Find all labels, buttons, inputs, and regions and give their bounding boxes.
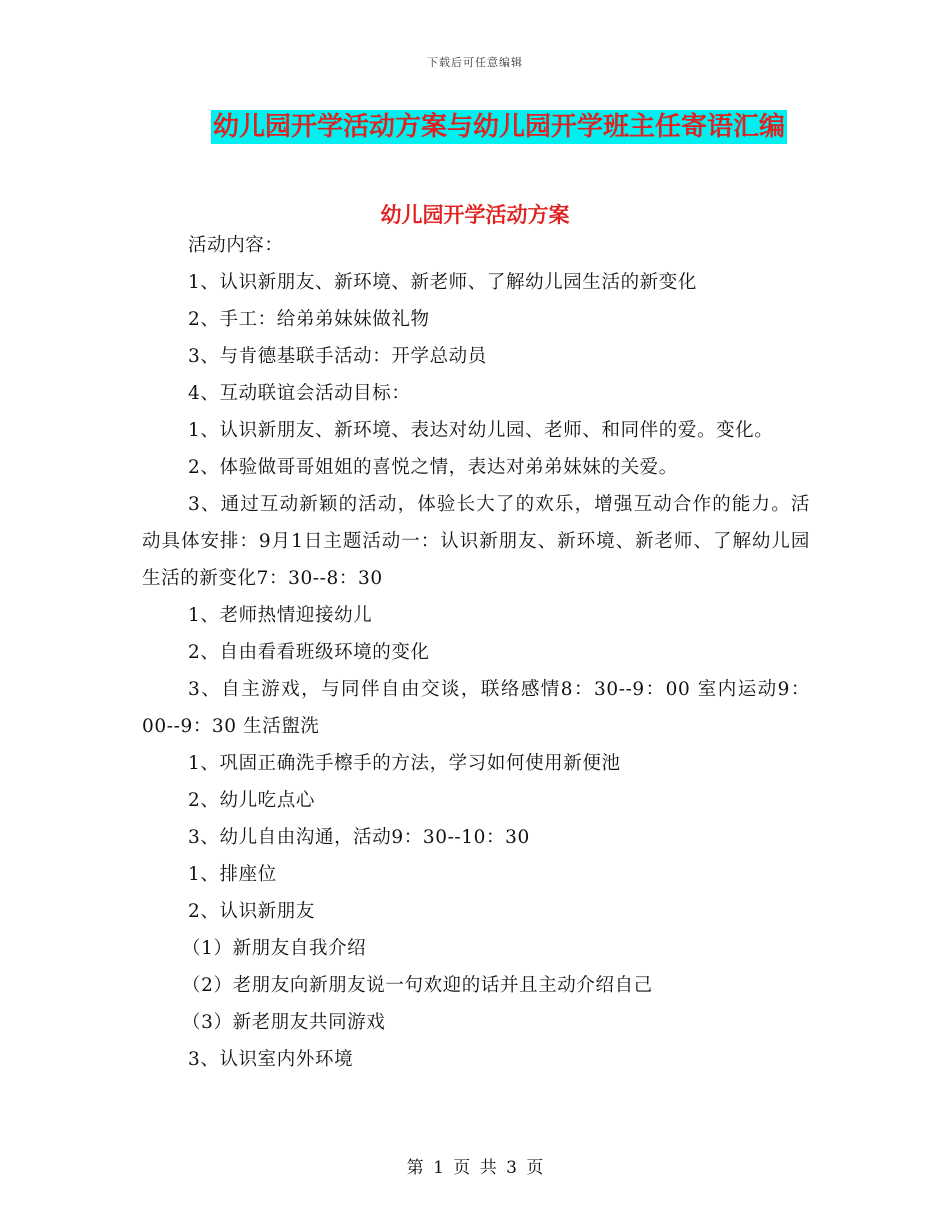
paragraph: 2、手工：给弟弟妹妹做礼物 bbox=[188, 309, 430, 330]
paragraph: 1、认识新朋友、新环境、新老师、了解幼儿园生活的新变化 bbox=[188, 272, 697, 293]
paragraph: 3、自主游戏，与同伴自由交谈，联络感情8：30--9：00 室内运动9：00--9：30 生活盥洗 bbox=[142, 679, 810, 737]
paragraph: （1）新朋友自我介绍 bbox=[182, 938, 367, 959]
paragraph: 2、幼儿吃点心 bbox=[188, 790, 315, 811]
paragraph: 2、自由看看班级环境的变化 bbox=[188, 642, 430, 663]
paragraph: 3、认识室内外环境 bbox=[188, 1049, 354, 1070]
paragraph: 2、体验做哥哥姐姐的喜悦之情，表达对弟弟妹妹的关爱。 bbox=[188, 457, 678, 478]
paragraph: 1、排座位 bbox=[188, 864, 277, 885]
paragraph: 3、幼儿自由沟通，活动9：30--10：30 bbox=[188, 827, 530, 848]
section-title: 幼儿园开学活动方案 bbox=[380, 202, 570, 227]
paragraph: 1、老师热情迎接幼儿 bbox=[188, 605, 373, 626]
paragraph: 3、与肯德基联手活动：开学总动员 bbox=[188, 346, 487, 367]
document-main-title: 幼儿园开学活动方案与幼儿园开学班主任寄语汇编 bbox=[212, 112, 785, 142]
document-body bbox=[142, 227, 810, 1078]
paragraph: 1、巩固正确洗手檫手的方法，学习如何使用新便池 bbox=[188, 753, 621, 774]
page-header-note: 下载后可任意编辑 bbox=[427, 56, 523, 69]
paragraph: 2、认识新朋友 bbox=[188, 901, 315, 922]
paragraph: 3、通过互动新颖的活动，体验长大了的欢乐，增强互动合作的能力。活动具体安排：9月1日主题活动一：认识新朋友、新环境、新老师、了解幼儿园生活的新变化7：30--8：30 bbox=[142, 494, 810, 589]
paragraph: 1、认识新朋友、新环境、表达对幼儿园、老师、和同伴的爱。变化。 bbox=[188, 420, 774, 441]
paragraph: 活动内容： bbox=[188, 235, 284, 256]
paragraph: （2）老朋友向新朋友说一句欢迎的话并且主动介绍自己 bbox=[182, 975, 653, 996]
main-title-container bbox=[0, 110, 950, 144]
page-number-footer: 第 1 页 共 3 页 bbox=[406, 1158, 544, 1178]
paragraph: （3）新老朋友共同游戏 bbox=[182, 1012, 386, 1033]
paragraph: 4、互动联谊会活动目标： bbox=[188, 383, 411, 404]
